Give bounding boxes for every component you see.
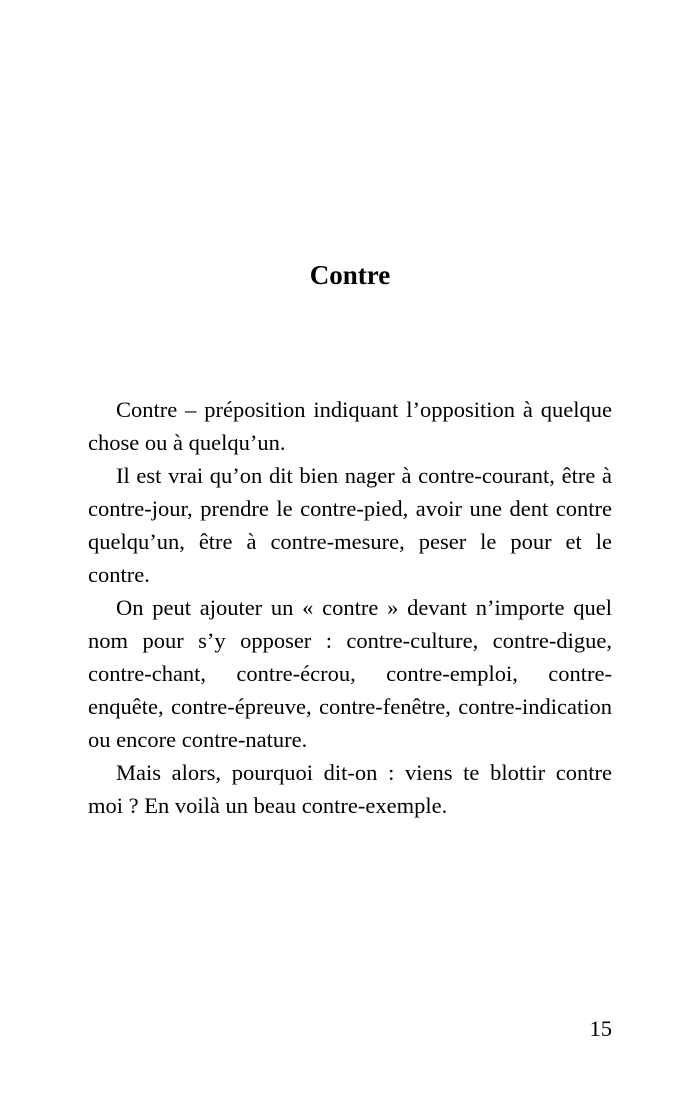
paragraph-conclusion: Mais alors, pourquoi dit-on : viens te blottir contre moi ? En voilà un beau contre-exemple. (88, 760, 612, 818)
page-title: Contre (309, 260, 391, 290)
page-number: 15 (589, 1016, 612, 1041)
paragraph-expressions: Il est vrai qu’on dit bien nager à contre-courant, être à contre-jour, prendre le contre-pied, avoir une dent contre quelqu’un, être à contre-mesure, peser le pour et le contre. (88, 463, 612, 587)
body-text (88, 393, 612, 822)
paragraph-compound-nouns: On peut ajouter un « contre » devant n’importe quel nom pour s’y opposer : contre-culture, contre-digue, contre-chant, contre-écrou, contre-emploi, contre-enquête, contre-épreuve, contre-fenêtre, contre-indication ou encore contre-nature. (88, 595, 612, 752)
paragraph-definition: Contre – préposition indiquant l’opposition à quelque chose ou à quelqu’un. (88, 397, 612, 455)
